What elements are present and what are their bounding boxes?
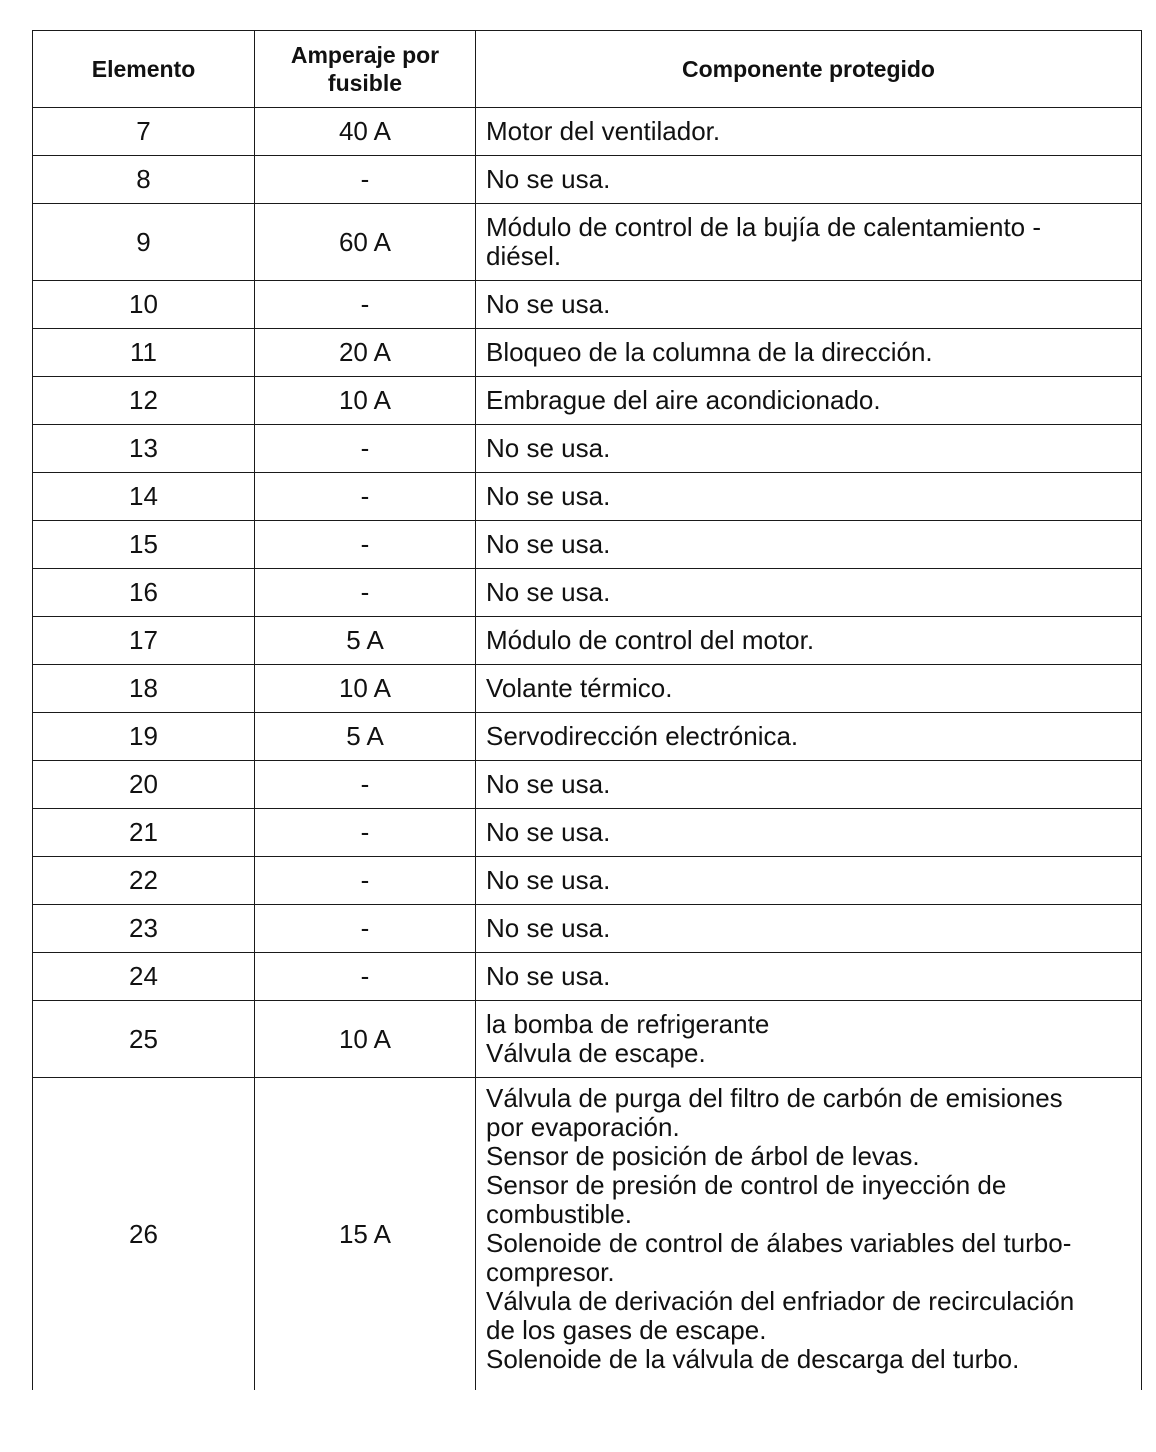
component-cell: No se usa. bbox=[476, 809, 1142, 857]
table-row bbox=[33, 377, 1142, 425]
element-cell: 7 bbox=[33, 108, 255, 156]
amperage-cell: - bbox=[255, 761, 476, 809]
amperage-cell: - bbox=[255, 156, 476, 204]
element-cell: 16 bbox=[33, 569, 255, 617]
component-cell: No se usa. bbox=[476, 953, 1142, 1001]
header-component: Componente protegido bbox=[476, 31, 1142, 108]
table-row bbox=[33, 569, 1142, 617]
element-cell: 12 bbox=[33, 377, 255, 425]
element-cell: 13 bbox=[33, 425, 255, 473]
component-cell: No se usa. bbox=[476, 905, 1142, 953]
element-cell: 11 bbox=[33, 329, 255, 377]
table-row bbox=[33, 953, 1142, 1001]
component-cell: Módulo de control del motor. bbox=[476, 617, 1142, 665]
amperage-cell: 10 A bbox=[255, 377, 476, 425]
component-cell: Módulo de control de la bujía de calentamiento - diésel. bbox=[476, 204, 1142, 281]
element-cell: 25 bbox=[33, 1001, 255, 1078]
table-row bbox=[33, 425, 1142, 473]
element-cell: 23 bbox=[33, 905, 255, 953]
amperage-cell: - bbox=[255, 857, 476, 905]
component-cell: No se usa. bbox=[476, 761, 1142, 809]
amperage-cell: 5 A bbox=[255, 713, 476, 761]
amperage-cell: - bbox=[255, 521, 476, 569]
amperage-cell: - bbox=[255, 953, 476, 1001]
table-row bbox=[33, 905, 1142, 953]
component-cell: la bomba de refrigerante Válvula de escape. bbox=[476, 1001, 1142, 1078]
component-cell: No se usa. bbox=[476, 569, 1142, 617]
table-row bbox=[33, 857, 1142, 905]
amperage-cell: 5 A bbox=[255, 617, 476, 665]
table-row bbox=[33, 809, 1142, 857]
component-cell: Válvula de purga del filtro de carbón de emisiones por evaporación. Sensor de posición de árbol de levas. Sensor de presión de control de inyección de combustible. Solenoide de control de álabes variables del turbo- compresor. Válvula de derivación del enfriador de recirculación de los gases de escape. Solenoide de la válvula de descarga del turbo. bbox=[476, 1078, 1142, 1391]
header-element: Elemento bbox=[33, 31, 255, 108]
table-row bbox=[33, 329, 1142, 377]
table-row bbox=[33, 281, 1142, 329]
table-row bbox=[33, 713, 1142, 761]
table-row bbox=[33, 108, 1142, 156]
table-row bbox=[33, 521, 1142, 569]
amperage-cell: - bbox=[255, 473, 476, 521]
fuse-table bbox=[32, 30, 1142, 1390]
element-cell: 21 bbox=[33, 809, 255, 857]
amperage-cell: - bbox=[255, 569, 476, 617]
amperage-cell: - bbox=[255, 425, 476, 473]
amperage-cell: 60 A bbox=[255, 204, 476, 281]
table-row bbox=[33, 156, 1142, 204]
table-row bbox=[33, 1001, 1142, 1078]
component-cell: Embrague del aire acondicionado. bbox=[476, 377, 1142, 425]
amperage-cell: - bbox=[255, 809, 476, 857]
component-cell: No se usa. bbox=[476, 425, 1142, 473]
amperage-cell: 20 A bbox=[255, 329, 476, 377]
component-cell: No se usa. bbox=[476, 857, 1142, 905]
element-cell: 18 bbox=[33, 665, 255, 713]
component-cell: Bloqueo de la columna de la dirección. bbox=[476, 329, 1142, 377]
component-cell: Servodirección electrónica. bbox=[476, 713, 1142, 761]
table-row bbox=[33, 761, 1142, 809]
table-row bbox=[33, 473, 1142, 521]
element-cell: 8 bbox=[33, 156, 255, 204]
element-cell: 9 bbox=[33, 204, 255, 281]
header-row bbox=[33, 31, 1142, 108]
element-cell: 14 bbox=[33, 473, 255, 521]
amperage-cell: 15 A bbox=[255, 1078, 476, 1391]
table-body bbox=[33, 108, 1142, 1391]
amperage-cell: - bbox=[255, 905, 476, 953]
component-cell: No se usa. bbox=[476, 281, 1142, 329]
element-cell: 24 bbox=[33, 953, 255, 1001]
element-cell: 10 bbox=[33, 281, 255, 329]
amperage-cell: - bbox=[255, 281, 476, 329]
element-cell: 20 bbox=[33, 761, 255, 809]
component-cell: No se usa. bbox=[476, 156, 1142, 204]
component-cell: Motor del ventilador. bbox=[476, 108, 1142, 156]
amperage-cell: 10 A bbox=[255, 665, 476, 713]
amperage-cell: 40 A bbox=[255, 108, 476, 156]
component-cell: No se usa. bbox=[476, 473, 1142, 521]
element-cell: 15 bbox=[33, 521, 255, 569]
element-cell: 17 bbox=[33, 617, 255, 665]
component-cell: Volante térmico. bbox=[476, 665, 1142, 713]
element-cell: 26 bbox=[33, 1078, 255, 1391]
table-header bbox=[33, 31, 1142, 108]
element-cell: 22 bbox=[33, 857, 255, 905]
table-row bbox=[33, 204, 1142, 281]
table-row bbox=[33, 617, 1142, 665]
table-row bbox=[33, 1078, 1142, 1391]
element-cell: 19 bbox=[33, 713, 255, 761]
header-amperage: Amperaje por fusible bbox=[255, 31, 476, 108]
component-cell: No se usa. bbox=[476, 521, 1142, 569]
table-row bbox=[33, 665, 1142, 713]
amperage-cell: 10 A bbox=[255, 1001, 476, 1078]
